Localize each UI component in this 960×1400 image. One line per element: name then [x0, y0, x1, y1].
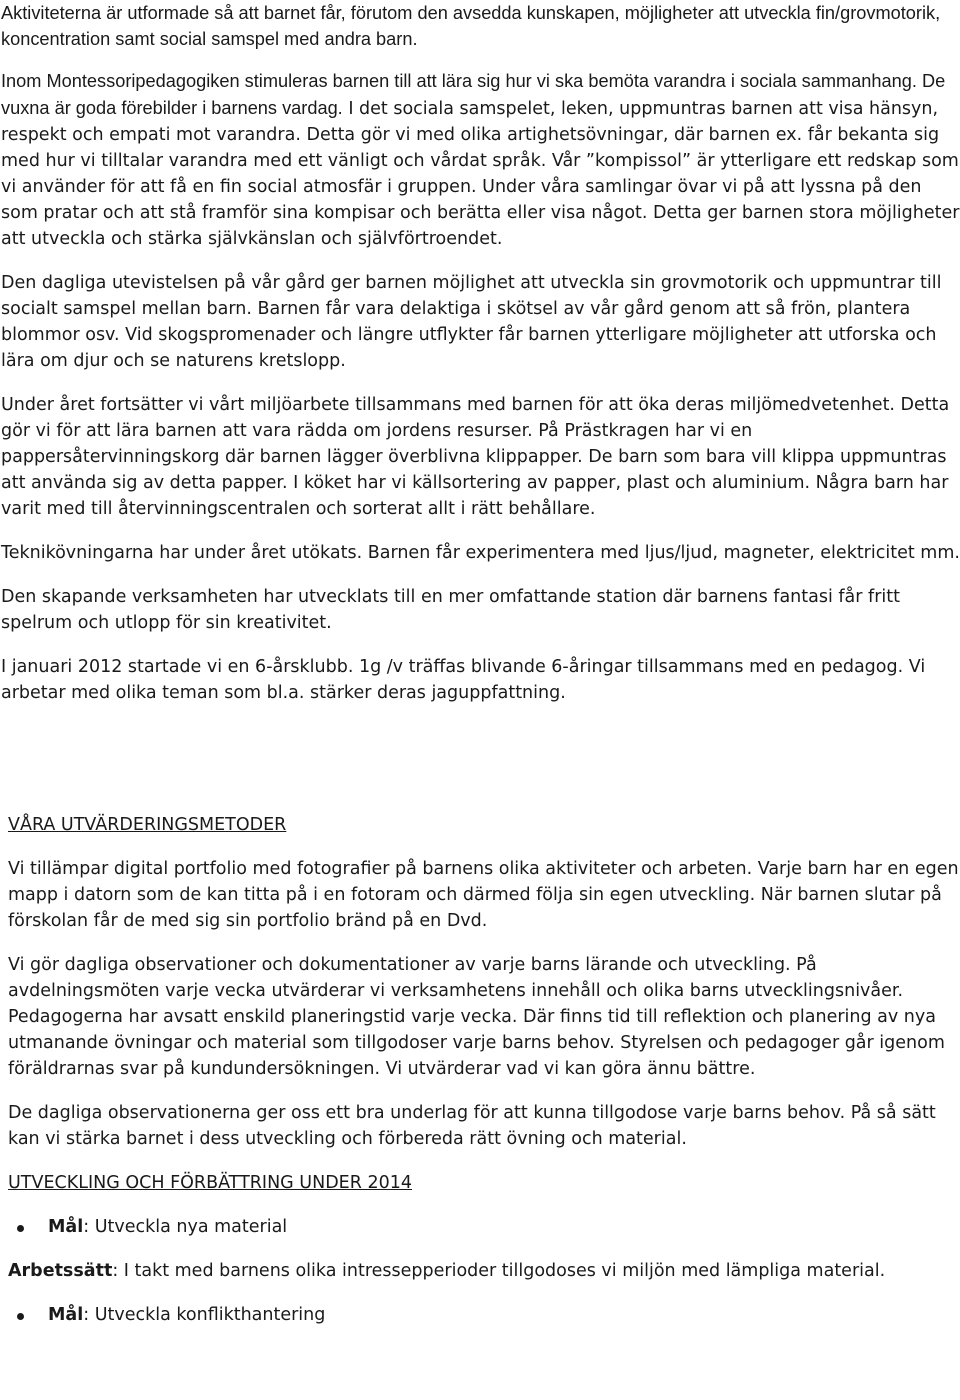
paragraph-technology: Teknikövningarna har under året utökats. Barnen får experimentera med ljus/ljud, magneter, elektricitet mm.	[1, 543, 960, 563]
list-item	[8, 1214, 960, 1240]
goal-text: : Utveckla konflikthantering	[83, 1305, 326, 1325]
section-evaluation-methods	[1, 856, 960, 1328]
paragraph-portfolio: Vi tillämpar digital portfolio med fotografier på barnens olika aktiviteter och arbeten. Varje barn har en egen mapp i datorn som de kan titta på i en fotoram och därmed följa sin egen utveckling. När barnen slutar på förskolan får de med sig sin portfolio bränd på en Dvd.	[8, 859, 959, 931]
bullet-icon	[17, 1225, 24, 1232]
heading-evaluation-methods: VÅRA UTVÄRDERINGSMETODER	[8, 815, 287, 835]
paragraph-observations: Vi gör dagliga observationer och dokumentationer av varje barns lärande och utveckling. På avdelningsmöten varje vecka utvärderar vi verksamhetens innehåll och olika barns utvecklingsnivåer. Pedagogerna har avsatt enskild planeringstid varje vecka. Där finns tid till reflektion och planering av nya utmanande övningar och material som tillgodoser varje barns behov. Styrelsen och pedagoger går igenom föräldrarnas svar på kundundersökningen. Vi utvärderar vad vi kan göra ännu bättre.	[8, 955, 945, 1079]
paragraph-outdoor: Den dagliga utevistelsen på vår gård ger barnen möjlighet att utveckla sin grovmotorik och uppmuntrar till socialt samspel mellan barn. Barnen får vara delaktiga i skötsel av vår gård genom att så frön, plantera blommor osv. Vid skogspromenader och längre utflykter får barnen ytterligare möjligheter att utforska och lära om djur och se naturens kretslopp.	[1, 273, 942, 371]
method-row	[8, 1258, 960, 1284]
goal-text: : Utveckla nya material	[83, 1217, 288, 1237]
paragraph-social-lead: Inom Montessoripedagogiken stimuleras barnen till att lära sig hur vi ska bemöta varandra i sociala sammanhang. De vuxna är goda förebilder i barnens vardag.	[1, 71, 946, 118]
goal-label: Mål	[48, 1305, 84, 1325]
paragraph-environment: Under året fortsätter vi vårt miljöarbete tillsammans med barnen för att öka deras miljömedvetenhet. Detta gör vi för att lära barnen att vara rädda om jordens resurser. På Prästkragen har vi en pappersåtervinningskorg där barnen lägger överblivna klippapper. De barn som bara vill klippa uppmuntras att använda sig av detta papper. I köket har vi källsortering av papper, plast och aluminium. Några barn har varit med till återvinningscentralen och sorterat allt i rätt behållare.	[1, 395, 950, 519]
method-label: Arbetssätt	[8, 1261, 113, 1281]
list-item	[8, 1302, 960, 1328]
goal-label: Mål	[48, 1217, 84, 1237]
paragraph-six-year-club: I januari 2012 startade vi en 6-årsklubb. 1g /v träffas blivande 6-åringar tillsammans med en pedagog. Vi arbetar med olika teman som bl.a. stärker deras jaguppfattning.	[1, 657, 926, 703]
paragraph-creative: Den skapande verksamheten har utvecklats till en mer omfattande station där barnens fantasi får fritt spelrum och utlopp för sin kreativitet.	[1, 587, 900, 633]
bullet-icon	[17, 1313, 24, 1320]
paragraph-social-rest: I det sociala samspelet, leken, uppmuntras barnen att visa hänsyn, respekt och empati mot varandra. Detta gör vi med olika artighetsövningar, där barnen ex. får bekanta sig med hur vi tilltalar varandra med ett vänligt och vårdat språk. Vår ”kompissol” är ytterligare ett redskap som vi använder för att få en fin social atmosfär i gruppen. Under våra samlingar övar vi på att lyssna på den som pratar och att stå framför sina kompisar och berätta eller visa något. Detta ger barnen stora möjligheter att utveckla och stärka självkänslan och självförtroendet.	[1, 99, 960, 249]
paragraph-daily-observations: De dagliga observationerna ger oss ett bra underlag för att kunna tillgodose varje barns behov. På så sätt kan vi stärka barnet i dess utveckling och förbereda rätt övning och material.	[8, 1103, 936, 1149]
blank-spacer	[1, 706, 960, 812]
paragraph-activities: Aktiviteterna är utformade så att barnet får, förutom den avsedda kunskapen, möjligheter att utveckla fin/grovmotorik, koncentration samt social samspel med andra barn.	[1, 3, 941, 49]
paragraph-social-interaction	[1, 68, 960, 252]
heading-development-2014: UTVECKLING OCH FÖRBÄTTRING UNDER 2014	[8, 1173, 412, 1193]
method-text: : I takt med barnens olika intressepperioder tillgodoses vi miljön med lämpliga material.	[112, 1261, 886, 1281]
